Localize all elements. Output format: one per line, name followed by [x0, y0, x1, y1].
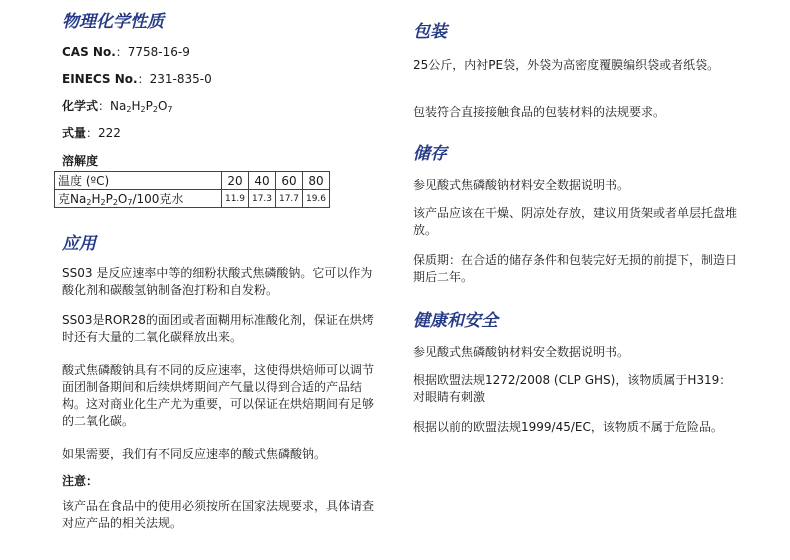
- temperature-label: 温度 (ºC): [55, 172, 222, 190]
- storage-paragraph: 该产品应该在干燥、阴凉处存放，建议用货架或者单层托盘堆放。: [413, 206, 738, 237]
- temp-cell: 20: [222, 172, 249, 190]
- einecs-number: [62, 71, 212, 87]
- properties-heading: 物理化学性质: [62, 12, 164, 32]
- packaging-paragraph: 包装符合直接接触食品的包装材料的法规要求。: [413, 105, 666, 119]
- cas-number: [62, 44, 190, 60]
- health-paragraph: 根据以前的欧盟法规1999/45/EC，该物质不属于危险品。: [413, 420, 723, 434]
- temp-cell: 80: [303, 172, 330, 190]
- solubility-unit-label: 克$Na_2H_2P_2O_7/100$克水: [55, 190, 222, 208]
- solubility-cell: 19.6: [303, 190, 330, 208]
- einecs-value: ：231-835-0: [137, 72, 212, 86]
- health-safety-heading: 健康和安全: [413, 311, 498, 331]
- weight-value: ：222: [86, 126, 121, 140]
- packaging-paragraph: 25公斤，内衬PE袋，外袋为高密度覆膜编织袋或者纸袋。: [413, 58, 720, 72]
- temp-cell: 60: [276, 172, 303, 190]
- storage-heading: 储存: [413, 144, 447, 164]
- application-heading: 应用: [62, 234, 96, 254]
- solubility-cell: 17.7: [276, 190, 303, 208]
- weight-label: 式量: [62, 126, 87, 140]
- health-paragraph: 根据欧盟法规1272/2008 (CLP GHS)，该物质属于H319：对眼睛有刺激: [413, 373, 732, 404]
- application-paragraph: SS03是ROR28的面团或者面糊用标准酸化剂，保证在烘烤时还有大量的二氧化碳释放出来。: [62, 313, 374, 344]
- formula-value: $Na_2H_2P_2O_7$: [110, 99, 173, 114]
- cas-label: CAS No.: [62, 45, 116, 59]
- application-paragraph: 如果需要，我们有不同反应速率的酸式焦磷酸钠。: [62, 447, 327, 461]
- note-label: 注意：: [62, 474, 99, 488]
- cas-value: ：7758-16-9: [115, 45, 190, 59]
- storage-paragraph: 保质期：在合适的储存条件和包装完好无损的前提下，制造日期后二年。: [413, 253, 738, 284]
- note-paragraph: 该产品在食品中的使用必须按所在国家法规要求，具体请查对应产品的相关法规。: [62, 499, 375, 530]
- solubility-label: 溶解度: [62, 154, 99, 168]
- table-row: [55, 172, 330, 190]
- temp-cell: 40: [249, 172, 276, 190]
- application-paragraph: SS03 是反应速率中等的细粉状酸式焦磷酸钠。它可以作为酸化剂和碳酸氢钠制备泡打粉和自发粉。: [62, 266, 373, 297]
- solubility-cell: 11.9: [222, 190, 249, 208]
- application-paragraph: 酸式焦磷酸钠具有不同的反应速率，这使得烘焙师可以调节面团制备期间和后续烘烤期间产气量以得到合适的产品结构。这对商业化生产尤为重要，可以保证在烘焙期间有足够的二氧化碳。: [62, 363, 375, 428]
- formula-weight: [62, 125, 121, 141]
- packaging-heading: 包装: [413, 22, 447, 42]
- solubility-table: [54, 171, 330, 208]
- formula-label: 化学式: [62, 99, 99, 113]
- solubility-cell: 17.3: [249, 190, 276, 208]
- storage-paragraph: 参见酸式焦磷酸钠材料安全数据说明书。: [413, 178, 630, 192]
- table-row: [55, 190, 330, 208]
- chemical-formula: 化学式：$Na_2H_2P_2O_7$: [62, 99, 173, 114]
- health-paragraph: 参见酸式焦磷酸钠材料安全数据说明书。: [413, 345, 630, 359]
- einecs-label: EINECS No.: [62, 72, 138, 86]
